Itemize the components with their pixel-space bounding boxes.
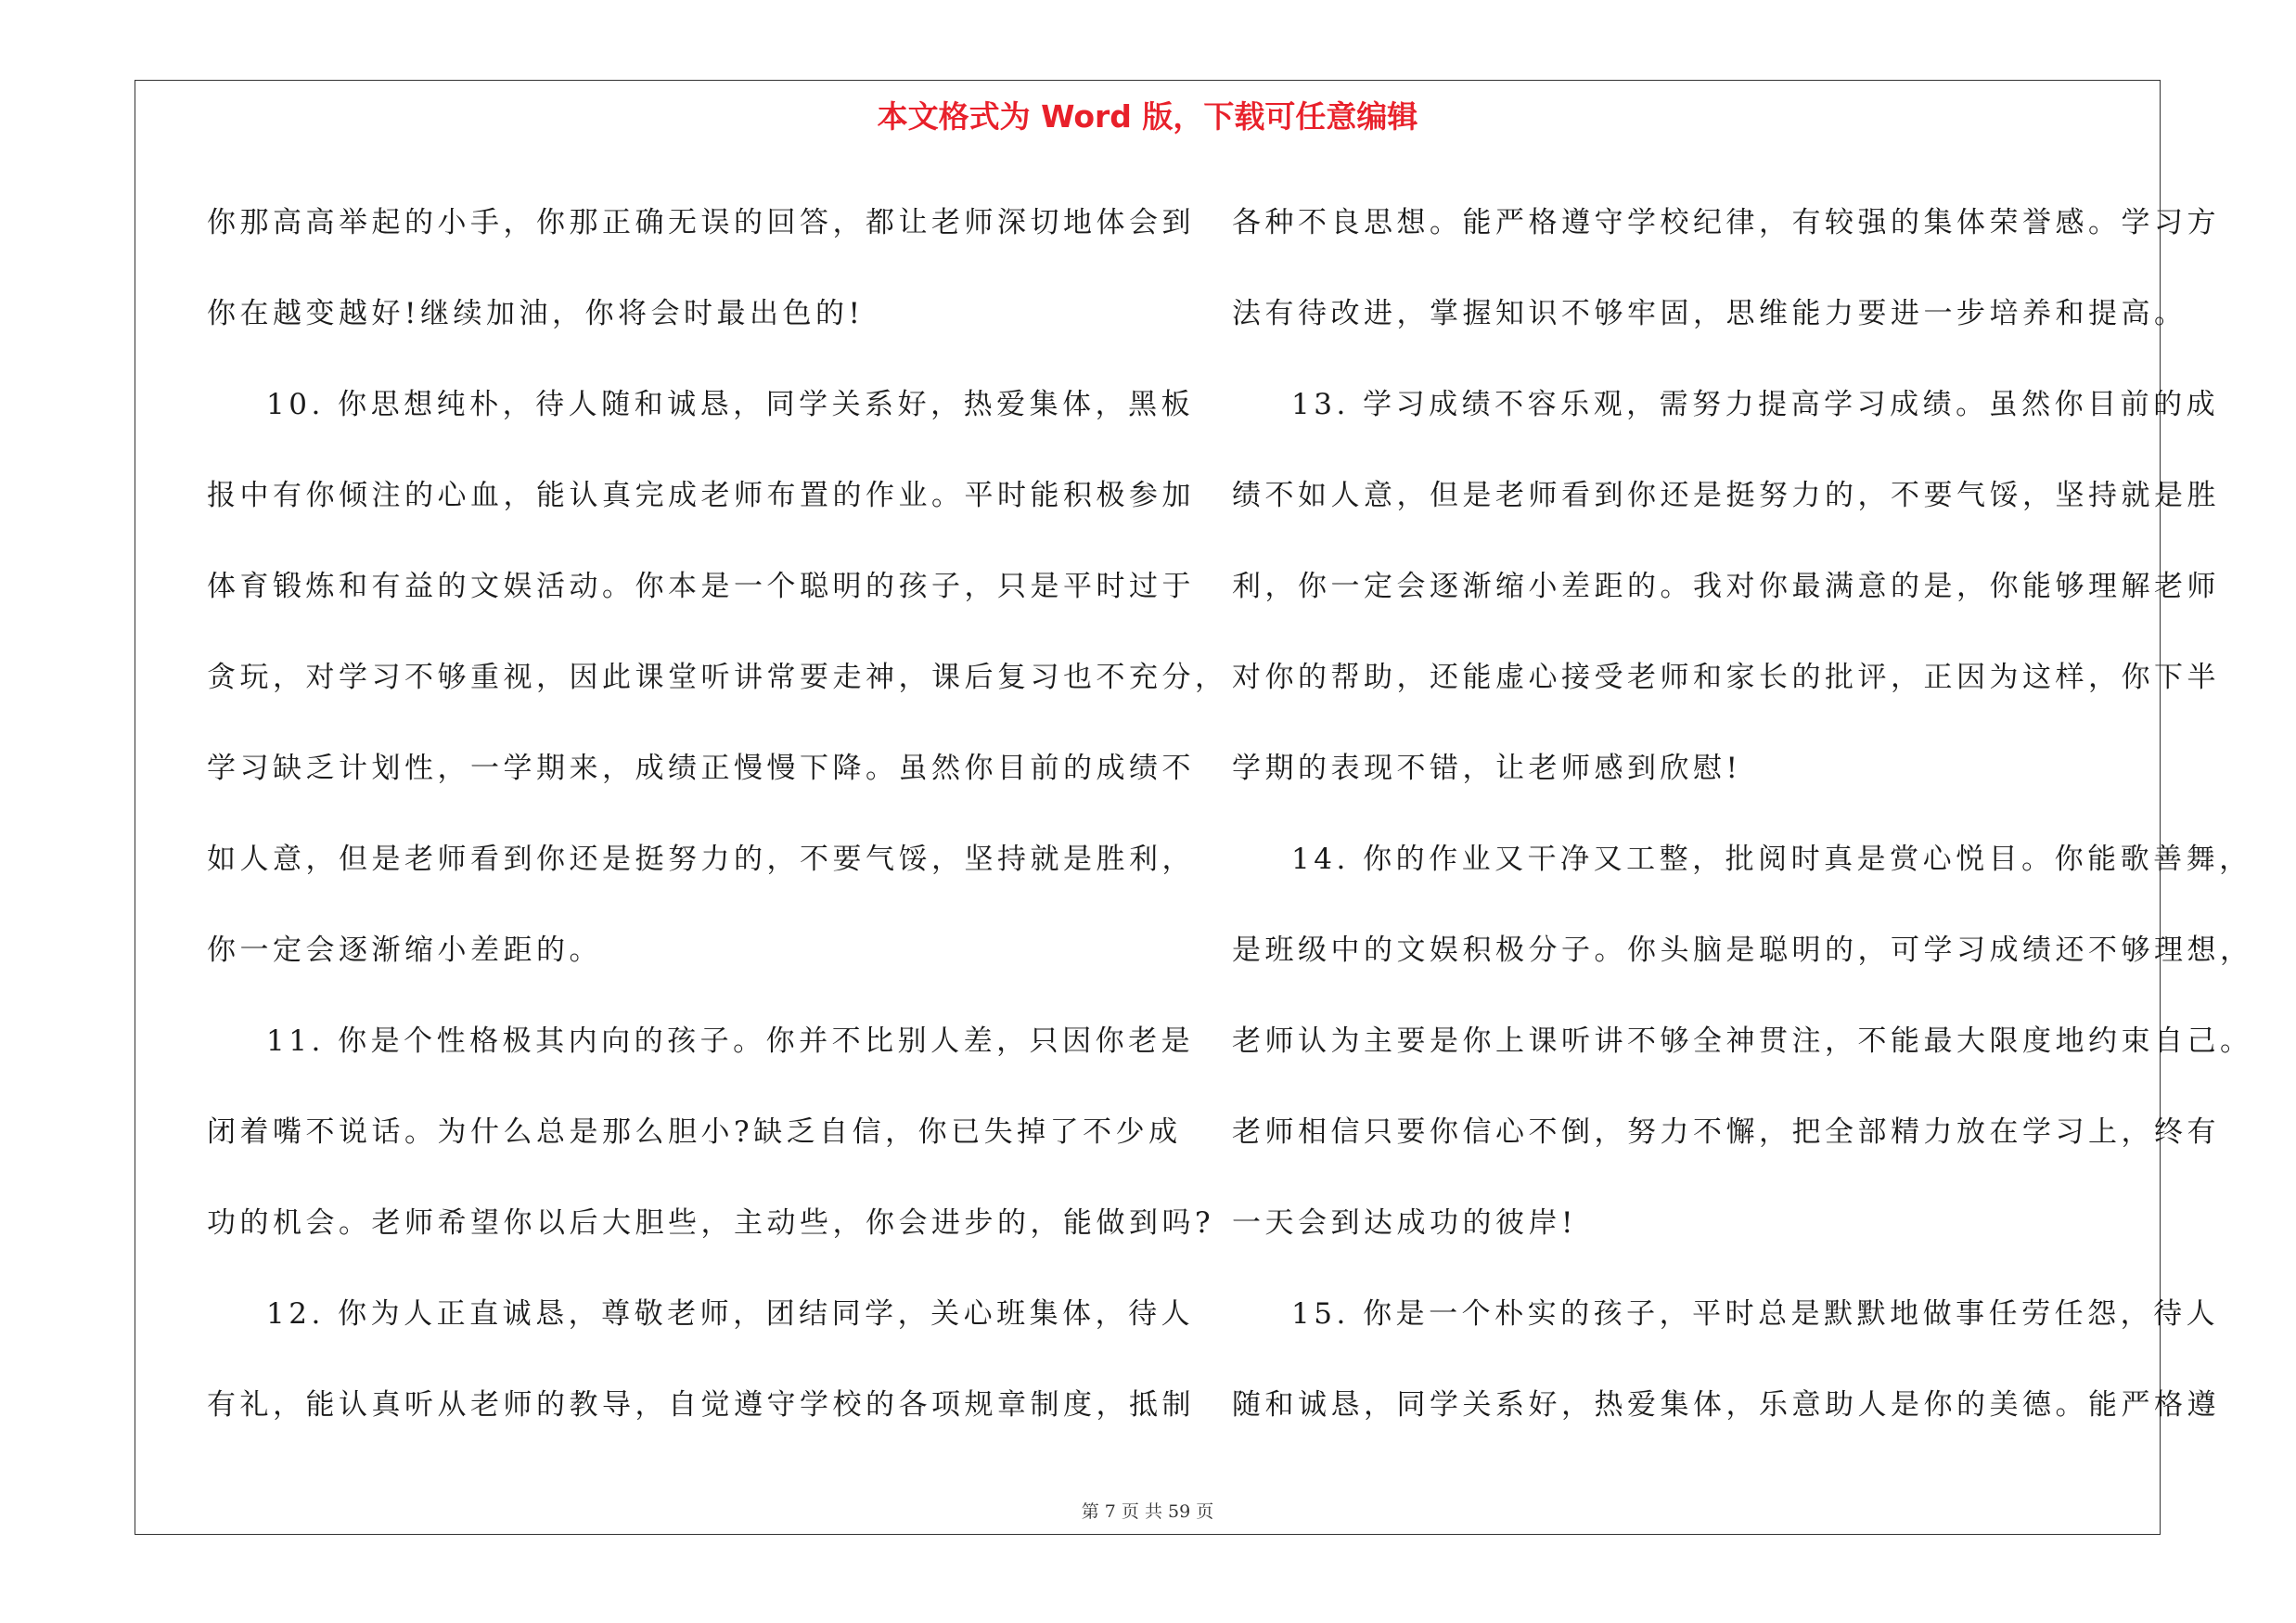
format-banner: 本文格式为 Word 版，下载可任意编辑: [877, 98, 1418, 135]
text-line: 各种不良思想。能严格遵守学校纪律，有较强的集体荣誉感。学习方: [1232, 206, 2220, 239]
text-line: 利，你一定会逐渐缩小差距的。我对你最满意的是，你能够理解老师: [1232, 570, 2220, 603]
text-line: 对你的帮助，还能虚心接受老师和家长的批评，正因为这样，你下半: [1232, 661, 2220, 694]
paragraph-start-line: 13. 学习成绩不容乐观，需努力提高学习成绩。虽然你目前的成: [1291, 388, 2220, 421]
text-line: 学习缺乏计划性，一学期来，成绩正慢慢下降。虽然你目前的成绩不: [207, 752, 1195, 785]
text-line: 有礼，能认真听从老师的教导，自觉遵守学校的各项规章制度，抵制: [207, 1388, 1195, 1422]
page-frame: [135, 80, 2253, 1535]
text-line: 随和诚恳，同学关系好，热爱集体，乐意助人是你的美德。能严格遵: [1232, 1388, 2220, 1422]
text-line: 你那高高举起的小手，你那正确无误的回答，都让老师深切地体会到: [207, 206, 1195, 239]
text-line: 一天会到达成功的彼岸!: [1232, 1206, 1577, 1240]
text-line: 你一定会逐渐缩小差距的。: [207, 934, 602, 967]
text-line: 贪玩，对学习不够重视，因此课堂听讲常要走神，课后复习也不充分，: [207, 661, 1228, 694]
paragraph-start-line: 11. 你是个性格极其内向的孩子。你并不比别人差，只因你老是: [266, 1024, 1195, 1058]
text-line: 如人意，但是老师看到你还是挺努力的，不要气馁，坚持就是胜利，: [207, 843, 1195, 876]
paragraph-start-line: 15. 你是一个朴实的孩子，平时总是默默地做事任劳任怨，待人: [1291, 1297, 2220, 1331]
text-line: 闭着嘴不说话。为什么总是那么胆小?缺乏自信，你已失掉了不少成: [207, 1115, 1182, 1149]
paragraph-start-line: 12. 你为人正直诚恳，尊敬老师，团结同学，关心班集体，待人: [266, 1297, 1195, 1331]
text-line: 功的机会。老师希望你以后大胆些，主动些，你会进步的，能做到吗?: [207, 1206, 1215, 1240]
text-line: 体育锻炼和有益的文娱活动。你本是一个聪明的孩子，只是平时过于: [207, 570, 1195, 603]
text-line: 老师相信只要你信心不倒，努力不懈，把全部精力放在学习上，终有: [1232, 1115, 2220, 1149]
paragraph-start-line: 10. 你思想纯朴，待人随和诚恳，同学关系好，热爱集体，黑板: [266, 388, 1195, 421]
text-line: 绩不如人意，但是老师看到你还是挺努力的，不要气馁，坚持就是胜: [1232, 479, 2220, 512]
text-line: 你在越变越好!继续加油，你将会时最出色的!: [207, 297, 865, 330]
text-line: 是班级中的文娱积极分子。你头脑是聪明的，可学习成绩还不够理想，: [1232, 934, 2253, 967]
text-line: 报中有你倾注的心血，能认真完成老师布置的作业。平时能积极参加: [207, 479, 1195, 512]
text-line: 学期的表现不错，让老师感到欣慰!: [1232, 752, 1742, 785]
left-column: [207, 177, 1228, 1495]
page-number-footer: 第 7 页 共 59 页: [1081, 1501, 1214, 1522]
text-line: 老师认为主要是你上课听讲不够全神贯注，不能最大限度地约束自己。: [1232, 1024, 2253, 1058]
right-column: [1232, 177, 2253, 1495]
paragraph-start-line: 14. 你的作业又干净又工整，批阅时真是赏心悦目。你能歌善舞，: [1291, 843, 2252, 876]
text-line: 法有待改进，掌握知识不够牢固，思维能力要进一步培养和提高。: [1232, 297, 2187, 330]
